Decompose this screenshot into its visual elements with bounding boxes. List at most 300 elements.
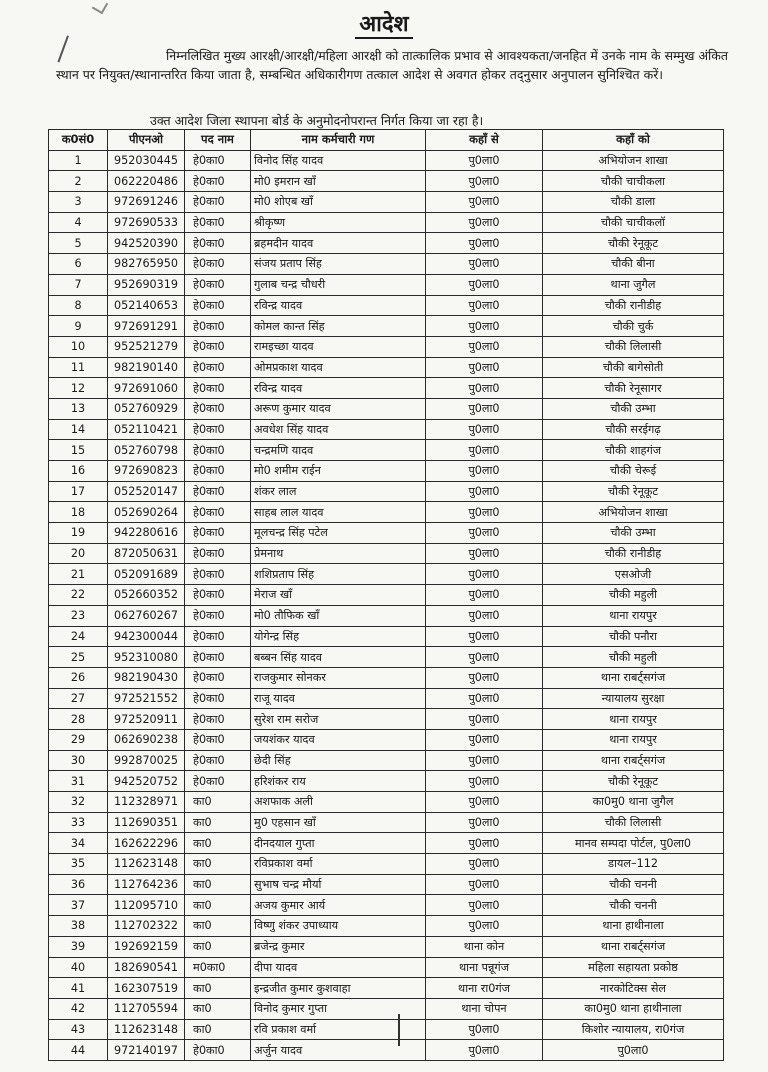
cell-to: डायल–112 xyxy=(543,854,724,875)
cell-to: अभियोजन शाखा xyxy=(543,502,724,523)
cell-name: मो0 इमरान खाँ xyxy=(251,171,426,192)
cell-from: पु0ला0 xyxy=(426,605,543,626)
cell-serial: 2 xyxy=(49,171,108,192)
table-row xyxy=(49,543,724,564)
cell-post: हे0का0 xyxy=(185,688,251,709)
table-body xyxy=(49,150,724,1060)
cell-pno: 062220486 xyxy=(108,171,185,192)
cell-serial: 3 xyxy=(49,192,108,213)
cell-to: चौकी रानीडीह xyxy=(543,295,724,316)
cell-name: श्रीकृष्ण xyxy=(251,212,426,233)
cell-to: चौकी महुली xyxy=(543,647,724,668)
cell-post: हे0का0 xyxy=(185,398,251,419)
cell-post: हे0का0 xyxy=(185,771,251,792)
table-row xyxy=(49,978,724,999)
cell-name: जयशंकर यादव xyxy=(251,729,426,750)
header-to: कहाँ को xyxy=(543,130,724,151)
cell-pno: 052140653 xyxy=(108,295,185,316)
cell-to: मानव सम्पदा पोर्टल, पु0ला0 xyxy=(543,833,724,854)
cell-post: हे0का0 xyxy=(185,523,251,544)
cell-serial: 14 xyxy=(49,419,108,440)
cell-pno: 052760798 xyxy=(108,440,185,461)
order-paragraph: निम्नलिखित मुख्य आरक्षी/आरक्षी/महिला आरक्षी को तात्कालिक प्रभाव से आवश्यकता/जनहित में उनके नाम के सम्मुख अंकित स्थान पर नियुक्त/स्थानान्तरित किया जाता है, सम्बन्धित अधिकारीगण तत्काल आदेश से अवगत होकर तद्नुसार अनुपालन सुनिश्चित करें। xyxy=(56,48,728,82)
cell-serial: 6 xyxy=(49,254,108,275)
cell-from: पु0ला0 xyxy=(426,254,543,275)
cell-post: का0 xyxy=(185,936,251,957)
table-row xyxy=(49,771,724,792)
cell-from: पु0ला0 xyxy=(426,316,543,337)
cell-name: राजू यादव xyxy=(251,688,426,709)
cell-serial: 19 xyxy=(49,523,108,544)
cell-post: हे0का0 xyxy=(185,585,251,606)
table-row xyxy=(49,481,724,502)
cell-to: चौकी चननी xyxy=(543,874,724,895)
cell-to: थाना रायपुर xyxy=(543,729,724,750)
cell-pno: 942300044 xyxy=(108,626,185,647)
cell-pno: 952030445 xyxy=(108,150,185,171)
table-row xyxy=(49,440,724,461)
cell-pno: 982190140 xyxy=(108,357,185,378)
cell-from: पु0ला0 xyxy=(426,750,543,771)
table-row xyxy=(49,916,724,937)
cell-to: चौकी रानीडीह xyxy=(543,543,724,564)
cell-to: चौकी शाहगंज xyxy=(543,440,724,461)
cell-pno: 992870025 xyxy=(108,750,185,771)
cell-to: चौकी उम्भा xyxy=(543,398,724,419)
table-row xyxy=(49,957,724,978)
cell-to: एसओजी xyxy=(543,564,724,585)
cell-to: चौकी चाचीकलॉ xyxy=(543,212,724,233)
cell-to: चौकी चाचीकला xyxy=(543,171,724,192)
table-row xyxy=(49,792,724,813)
cell-from: पु0ला0 xyxy=(426,171,543,192)
cell-name: छेदी सिंह xyxy=(251,750,426,771)
cell-post: हे0का0 xyxy=(185,502,251,523)
cell-name: दीनदयाल गुप्ता xyxy=(251,833,426,854)
cell-from: पु0ला0 xyxy=(426,771,543,792)
cell-serial: 35 xyxy=(49,854,108,875)
cell-from: पु0ला0 xyxy=(426,585,543,606)
cell-serial: 43 xyxy=(49,1019,108,1040)
table-row xyxy=(49,398,724,419)
cell-serial: 30 xyxy=(49,750,108,771)
cell-serial: 39 xyxy=(49,936,108,957)
cell-serial: 18 xyxy=(49,502,108,523)
cell-name: राजकुमार सोनकर xyxy=(251,667,426,688)
cell-serial: 20 xyxy=(49,543,108,564)
cell-from: पु0ला0 xyxy=(426,523,543,544)
cell-pno: 192692159 xyxy=(108,936,185,957)
table-row xyxy=(49,585,724,606)
cell-pno: 112095710 xyxy=(108,895,185,916)
cell-serial: 17 xyxy=(49,481,108,502)
cell-name: इन्द्रजीत कुमार कुशवाहा xyxy=(251,978,426,999)
cell-serial: 38 xyxy=(49,916,108,937)
table-row xyxy=(49,833,724,854)
cell-from: पु0ला0 xyxy=(426,647,543,668)
cell-serial: 13 xyxy=(49,398,108,419)
cell-pno: 052760929 xyxy=(108,398,185,419)
table-row xyxy=(49,502,724,523)
table-row xyxy=(49,171,724,192)
cell-serial: 34 xyxy=(49,833,108,854)
cell-to: चौकी बीना xyxy=(543,254,724,275)
cell-pno: 942520390 xyxy=(108,233,185,254)
cell-to: थाना राबर्ट्सगंज xyxy=(543,750,724,771)
signature-mark xyxy=(398,1014,410,1046)
cell-pno: 952690319 xyxy=(108,274,185,295)
cell-from: पु0ला0 xyxy=(426,854,543,875)
cell-name: कोमल कान्त सिंह xyxy=(251,316,426,337)
cell-name: मेराज खाँ xyxy=(251,585,426,606)
cell-name: रविप्रकाश वर्मा xyxy=(251,854,426,875)
cell-from: पु0ला0 xyxy=(426,398,543,419)
cell-to: थाना रायपुर xyxy=(543,605,724,626)
cell-pno: 052660352 xyxy=(108,585,185,606)
cell-from: पु0ला0 xyxy=(426,295,543,316)
table-row xyxy=(49,336,724,357)
cell-serial: 37 xyxy=(49,895,108,916)
cell-to: चौकी पनौरा xyxy=(543,626,724,647)
cell-name: ओमप्रकाश यादव xyxy=(251,357,426,378)
cell-post: हे0का0 xyxy=(185,171,251,192)
table-row xyxy=(49,605,724,626)
cell-serial: 7 xyxy=(49,274,108,295)
cell-pno: 162622296 xyxy=(108,833,185,854)
cell-pno: 972140197 xyxy=(108,1040,185,1061)
cell-to: थाना राबर्ट्सगंज xyxy=(543,936,724,957)
cell-to: का0मु0 थाना हाथीनाला xyxy=(543,998,724,1019)
cell-post: हे0का0 xyxy=(185,709,251,730)
cell-to: चौकी बागेसोती xyxy=(543,357,724,378)
cell-pno: 982190430 xyxy=(108,667,185,688)
cell-post: का0 xyxy=(185,874,251,895)
cell-serial: 22 xyxy=(49,585,108,606)
cell-pno: 112705594 xyxy=(108,998,185,1019)
cell-to: चौकी डाला xyxy=(543,192,724,213)
cell-from: पु0ला0 xyxy=(426,481,543,502)
cell-serial: 40 xyxy=(49,957,108,978)
cell-serial: 23 xyxy=(49,605,108,626)
table-row xyxy=(49,564,724,585)
table-row xyxy=(49,274,724,295)
cell-post: का0 xyxy=(185,854,251,875)
table-row xyxy=(49,895,724,916)
cell-from: पु0ला0 xyxy=(426,564,543,585)
cell-name: साहब लाल यादव xyxy=(251,502,426,523)
cell-post: हे0का0 xyxy=(185,357,251,378)
cell-to: चौकी रेनूसागर xyxy=(543,378,724,399)
table-row xyxy=(49,150,724,171)
cell-pno: 052110421 xyxy=(108,419,185,440)
cell-from: पु0ला0 xyxy=(426,709,543,730)
cell-pno: 942280616 xyxy=(108,523,185,544)
cell-post: हे0का0 xyxy=(185,274,251,295)
cell-name: बब्बन सिंह यादव xyxy=(251,647,426,668)
cell-post: हे0का0 xyxy=(185,1040,251,1061)
table-row xyxy=(49,523,724,544)
cell-serial: 31 xyxy=(49,771,108,792)
cell-name: संजय प्रताप सिंह xyxy=(251,254,426,275)
cell-post: हे0का0 xyxy=(185,481,251,502)
cell-to: चौकी सरईगढ़ xyxy=(543,419,724,440)
cell-pno: 112702322 xyxy=(108,916,185,937)
cell-name: विष्णु शंकर उपाध्याय xyxy=(251,916,426,937)
cell-name: विनोद सिंह यादव xyxy=(251,150,426,171)
cell-post: हे0का0 xyxy=(185,564,251,585)
cell-to: अभियोजन शाखा xyxy=(543,150,724,171)
cell-name: अजय कुमार आर्य xyxy=(251,895,426,916)
cell-from: पु0ला0 xyxy=(426,336,543,357)
cell-to: चौकी चननी xyxy=(543,895,724,916)
cell-from: थाना रा0गंज xyxy=(426,978,543,999)
cell-post: हे0का0 xyxy=(185,750,251,771)
cell-post: हे0का0 xyxy=(185,461,251,482)
cell-name: मु0 एहसान खाँ xyxy=(251,812,426,833)
cell-to: चौकी रेनूकूट xyxy=(543,771,724,792)
cell-name: मो0 तौफिक खाँ xyxy=(251,605,426,626)
cell-from: पु0ला0 xyxy=(426,812,543,833)
cell-pno: 952310080 xyxy=(108,647,185,668)
cell-serial: 27 xyxy=(49,688,108,709)
cell-name: रवि प्रकाश वर्मा xyxy=(251,1019,426,1040)
cell-pno: 052690264 xyxy=(108,502,185,523)
cell-from: पु0ला0 xyxy=(426,626,543,647)
cell-from: पु0ला0 xyxy=(426,1019,543,1040)
cell-to: थाना राबर्ट्सगंज xyxy=(543,667,724,688)
table-row xyxy=(49,729,724,750)
table-row xyxy=(49,1019,724,1040)
transfer-table xyxy=(48,129,724,1061)
table-row xyxy=(49,233,724,254)
table-row xyxy=(49,709,724,730)
table-row xyxy=(49,192,724,213)
cell-to: चौकी लिलासी xyxy=(543,812,724,833)
cell-to: थाना हाथीनाला xyxy=(543,916,724,937)
cell-to: चौकी चेरूई xyxy=(543,461,724,482)
cell-post: म0का0 xyxy=(185,957,251,978)
table-row xyxy=(49,936,724,957)
cell-name: मूलचन्द्र सिंह पटेल xyxy=(251,523,426,544)
cell-from: पु0ला0 xyxy=(426,150,543,171)
cell-name: अरूण कुमार यादव xyxy=(251,398,426,419)
cell-serial: 5 xyxy=(49,233,108,254)
cell-pno: 972690823 xyxy=(108,461,185,482)
table-row xyxy=(49,295,724,316)
cell-from: पु0ला0 xyxy=(426,833,543,854)
cell-pno: 972520911 xyxy=(108,709,185,730)
cell-name: अर्जुन यादव xyxy=(251,1040,426,1061)
cell-pno: 942520752 xyxy=(108,771,185,792)
cell-serial: 44 xyxy=(49,1040,108,1061)
cell-from: पु0ला0 xyxy=(426,192,543,213)
cell-post: का0 xyxy=(185,998,251,1019)
cell-to: किशोर न्यायालय, रा0गंज xyxy=(543,1019,724,1040)
cell-from: पु0ला0 xyxy=(426,357,543,378)
cell-name: सुभाष चन्द्र मौर्या xyxy=(251,874,426,895)
cell-serial: 8 xyxy=(49,295,108,316)
cell-pno: 112623148 xyxy=(108,1019,185,1040)
cell-pno: 112623148 xyxy=(108,854,185,875)
cell-serial: 10 xyxy=(49,336,108,357)
cell-name: मो0 शोएब खाँ xyxy=(251,192,426,213)
cell-name: शशिप्रताप सिंह xyxy=(251,564,426,585)
table-row xyxy=(49,998,724,1019)
cell-from: पु0ला0 xyxy=(426,461,543,482)
cell-post: हे0का0 xyxy=(185,150,251,171)
cell-from: थाना पन्नूगंज xyxy=(426,957,543,978)
approval-note: उक्त आदेश जिला स्थापना बोर्ड के अनुमोदनोपरान्त निर्गत किया जा रहा है। xyxy=(150,113,484,128)
cell-pno: 062690238 xyxy=(108,729,185,750)
table-row xyxy=(49,316,724,337)
table-row xyxy=(49,688,724,709)
cell-to: का0मु0 थाना जुगैल xyxy=(543,792,724,813)
cell-serial: 29 xyxy=(49,729,108,750)
cell-pno: 952521279 xyxy=(108,336,185,357)
cell-pno: 182690541 xyxy=(108,957,185,978)
cell-from: थाना कोन xyxy=(426,936,543,957)
page-title: आदेश xyxy=(0,8,768,38)
table-row xyxy=(49,647,724,668)
cell-from: पु0ला0 xyxy=(426,212,543,233)
cell-from: पु0ला0 xyxy=(426,419,543,440)
cell-post: का0 xyxy=(185,812,251,833)
cell-from: पु0ला0 xyxy=(426,729,543,750)
header-serial: क0सं0 xyxy=(49,130,108,151)
cell-name: योगेन्द्र सिंह xyxy=(251,626,426,647)
cell-to: थाना रायपुर xyxy=(543,709,724,730)
cell-pno: 972691246 xyxy=(108,192,185,213)
cell-post: हे0का0 xyxy=(185,543,251,564)
cell-post: का0 xyxy=(185,916,251,937)
cell-post: हे0का0 xyxy=(185,233,251,254)
cell-serial: 26 xyxy=(49,667,108,688)
cell-from: पु0ला0 xyxy=(426,1040,543,1061)
cell-post: का0 xyxy=(185,978,251,999)
table-row xyxy=(49,626,724,647)
cell-from: पु0ला0 xyxy=(426,874,543,895)
table-row xyxy=(49,254,724,275)
cell-serial: 24 xyxy=(49,626,108,647)
cell-serial: 11 xyxy=(49,357,108,378)
cell-from: थाना चोपन xyxy=(426,998,543,1019)
table-row xyxy=(49,461,724,482)
cell-to: चौकी रेनूकूट xyxy=(543,481,724,502)
cell-post: हे0का0 xyxy=(185,254,251,275)
header-post: पद नाम xyxy=(185,130,251,151)
cell-serial: 1 xyxy=(49,150,108,171)
table-row xyxy=(49,357,724,378)
cell-name: प्रेमनाथ xyxy=(251,543,426,564)
cell-to: न्यायालय सुरक्षा xyxy=(543,688,724,709)
cell-post: हे0का0 xyxy=(185,378,251,399)
table-row xyxy=(49,874,724,895)
cell-name: गुलाब चन्द्र चौधरी xyxy=(251,274,426,295)
cell-to: महिला सहायता प्रकोष्ठ xyxy=(543,957,724,978)
cell-serial: 36 xyxy=(49,874,108,895)
cell-from: पु0ला0 xyxy=(426,378,543,399)
table-row xyxy=(49,750,724,771)
cell-pno: 972691291 xyxy=(108,316,185,337)
cell-name: दीपा यादव xyxy=(251,957,426,978)
cell-post: हे0का0 xyxy=(185,605,251,626)
cell-post: हे0का0 xyxy=(185,295,251,316)
header-pno: पीएनओ xyxy=(108,130,185,151)
cell-post: हे0का0 xyxy=(185,647,251,668)
cell-serial: 15 xyxy=(49,440,108,461)
cell-to: चौकी महुली xyxy=(543,585,724,606)
table-row xyxy=(49,812,724,833)
cell-name: हरिशंकर राय xyxy=(251,771,426,792)
cell-pno: 052091689 xyxy=(108,564,185,585)
cell-pno: 972521552 xyxy=(108,688,185,709)
cell-name: सुरेश राम सरोज xyxy=(251,709,426,730)
cell-from: पु0ला0 xyxy=(426,440,543,461)
cell-to: पु0ला0 xyxy=(543,1040,724,1061)
table-row xyxy=(49,419,724,440)
cell-from: पु0ला0 xyxy=(426,688,543,709)
cell-post: हे0का0 xyxy=(185,192,251,213)
table-row xyxy=(49,854,724,875)
cell-pno: 872050631 xyxy=(108,543,185,564)
cell-name: रविन्द्र यादव xyxy=(251,378,426,399)
cell-name: रामइच्छा यादव xyxy=(251,336,426,357)
cell-post: हे0का0 xyxy=(185,440,251,461)
cell-from: पु0ला0 xyxy=(426,667,543,688)
cell-from: पु0ला0 xyxy=(426,233,543,254)
cell-from: पु0ला0 xyxy=(426,502,543,523)
cell-post: का0 xyxy=(185,792,251,813)
cell-from: पु0ला0 xyxy=(426,274,543,295)
table-row xyxy=(49,667,724,688)
table-row xyxy=(49,378,724,399)
table-header-row xyxy=(49,130,724,151)
table-row xyxy=(49,1040,724,1061)
cell-serial: 4 xyxy=(49,212,108,233)
cell-name: मो0 शमीम राईन xyxy=(251,461,426,482)
cell-name: अशफाक अली xyxy=(251,792,426,813)
cell-post: का0 xyxy=(185,1019,251,1040)
cell-post: हे0का0 xyxy=(185,729,251,750)
cell-name: रविन्द्र यादव xyxy=(251,295,426,316)
cell-name: शंकर लाल xyxy=(251,481,426,502)
cell-pno: 162307519 xyxy=(108,978,185,999)
cell-name: विनोद कुमार गुप्ता xyxy=(251,998,426,1019)
cell-serial: 42 xyxy=(49,998,108,1019)
cell-serial: 28 xyxy=(49,709,108,730)
header-name: नाम कर्मचारी गण xyxy=(251,130,426,151)
cell-pno: 112328971 xyxy=(108,792,185,813)
cell-post: हे0का0 xyxy=(185,626,251,647)
cell-from: पु0ला0 xyxy=(426,916,543,937)
cell-from: पु0ला0 xyxy=(426,792,543,813)
cell-from: पु0ला0 xyxy=(426,543,543,564)
cell-to: नारकोटिक्स सेल xyxy=(543,978,724,999)
cell-name: ब्रजेन्द्र कुमार xyxy=(251,936,426,957)
cell-serial: 41 xyxy=(49,978,108,999)
cell-to: चौकी उम्भा xyxy=(543,523,724,544)
cell-pno: 972690533 xyxy=(108,212,185,233)
cell-to: चौकी लिलासी xyxy=(543,336,724,357)
header-from: कहाँ से xyxy=(426,130,543,151)
cell-to: चौकी चुर्क xyxy=(543,316,724,337)
cell-pno: 982765950 xyxy=(108,254,185,275)
cell-to: थाना जुगैल xyxy=(543,274,724,295)
cell-serial: 25 xyxy=(49,647,108,668)
cell-pno: 052520147 xyxy=(108,481,185,502)
cell-pno: 112690351 xyxy=(108,812,185,833)
cell-post: हे0का0 xyxy=(185,336,251,357)
